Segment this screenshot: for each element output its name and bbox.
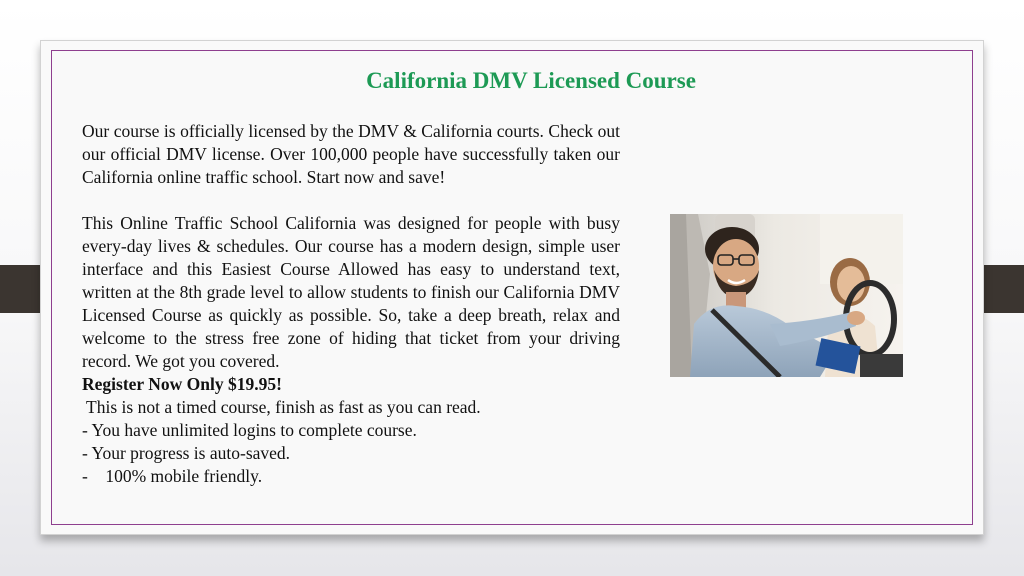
driver-photo xyxy=(670,214,903,377)
feature-logins: - You have unlimited logins to complete course. xyxy=(82,420,417,440)
page-title: California DMV Licensed Course xyxy=(366,68,696,93)
paragraph-description: This Online Traffic School California was designed for people with busy every-day lives & schedules. Our course has a modern design, simple user interface and this Easiest Course Allowed has easy to understand text, written at the 8th grade level to allow students to finish our California DMV Licensed Course as quickly as possible. So, take a deep breath, relax and welcome to the stress free zone of hiding that ticket from your driving record. We got you covered. xyxy=(82,213,620,371)
feature-mobile: - 100% mobile friendly. xyxy=(82,466,263,486)
feature-untimed: This is not a timed course, finish as fast as you can read. xyxy=(82,397,481,417)
paragraph-license: Our course is officially licensed by the DMV & California courts. Check out our official DMV license. Over 100,000 people have successfully taken our California online traffic school. Start now and save! xyxy=(82,121,620,187)
driver-photo-illustration xyxy=(670,214,903,377)
register-price: Register Now Only $19.95! xyxy=(82,374,282,394)
body-text xyxy=(82,120,620,488)
paragraph-spacer xyxy=(82,189,620,212)
feature-autosave: - Your progress is auto-saved. xyxy=(82,443,291,463)
